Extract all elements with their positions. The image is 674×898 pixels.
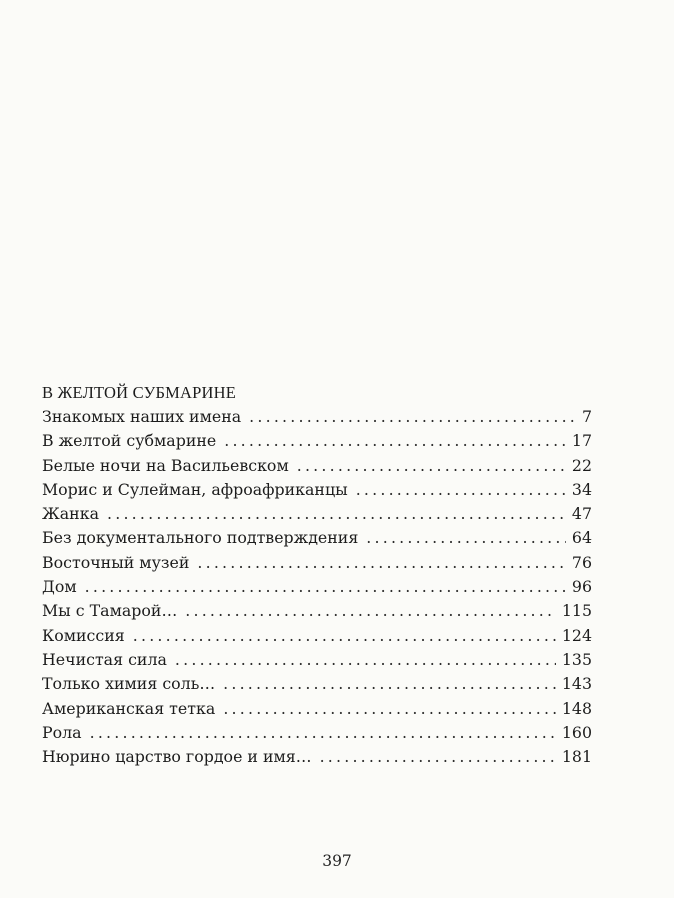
toc-entry bbox=[42, 551, 592, 575]
toc-entry bbox=[42, 575, 592, 599]
toc-entry bbox=[42, 697, 592, 721]
dot-leader bbox=[366, 526, 566, 550]
toc-entry bbox=[42, 624, 592, 648]
dot-leader bbox=[224, 429, 566, 453]
toc-entry-page: 22 bbox=[571, 455, 592, 475]
toc-entry-title: Морис и Сулейман, афроафриканцы bbox=[42, 479, 348, 499]
page-number: 397 bbox=[322, 852, 352, 870]
toc-entry-title: Восточный музей bbox=[42, 552, 190, 572]
toc-entry-title: Только химия соль… bbox=[42, 674, 216, 694]
bleed-through-text bbox=[380, 55, 630, 79]
toc-entry-page: 143 bbox=[561, 674, 592, 694]
section-title: В ЖЕЛТОЙ СУБМАРИНЕ bbox=[42, 383, 237, 402]
dot-leader bbox=[223, 672, 556, 696]
toc-entry-title: Без документального подтверждения bbox=[42, 528, 359, 548]
toc-entry bbox=[42, 405, 592, 429]
toc-entry-title: Мы с Тамарой… bbox=[42, 601, 178, 621]
dot-leader bbox=[175, 648, 556, 672]
table-of-contents bbox=[42, 381, 592, 769]
toc-entry-title: В желтой субмарине bbox=[42, 431, 217, 451]
dot-leader bbox=[223, 697, 556, 721]
toc-entry-page: 181 bbox=[561, 747, 592, 767]
dot-leader bbox=[197, 551, 566, 575]
dot-leader bbox=[107, 502, 566, 526]
toc-entry bbox=[42, 599, 592, 623]
toc-entry-page: 96 bbox=[571, 577, 592, 597]
dot-leader bbox=[90, 721, 556, 745]
toc-entry-page: 115 bbox=[561, 601, 592, 621]
toc-entry-page: 76 bbox=[571, 552, 592, 572]
toc-entry bbox=[42, 502, 592, 526]
toc-entry-page: 148 bbox=[561, 698, 592, 718]
toc-list bbox=[42, 405, 592, 769]
dot-leader bbox=[85, 575, 566, 599]
toc-entry-title: Нюрино царство гордое и имя… bbox=[42, 747, 312, 767]
toc-entry-page: 47 bbox=[571, 504, 592, 524]
toc-entry bbox=[42, 721, 592, 745]
toc-entry bbox=[42, 454, 592, 478]
toc-entry bbox=[42, 478, 592, 502]
toc-entry-page: 135 bbox=[561, 649, 592, 669]
toc-entry bbox=[42, 672, 592, 696]
toc-entry-page: 64 bbox=[571, 528, 592, 548]
toc-entry-page: 34 bbox=[571, 479, 592, 499]
toc-entry-title: Знакомых наших имена bbox=[42, 407, 242, 426]
toc-entry bbox=[42, 745, 592, 769]
toc-entry bbox=[42, 648, 592, 672]
toc-entry-title: Американская тетка bbox=[42, 698, 216, 718]
toc-entry-page: 160 bbox=[561, 722, 592, 742]
dot-leader bbox=[320, 745, 556, 769]
toc-entry-page: 7 bbox=[581, 407, 592, 426]
dot-leader bbox=[185, 599, 556, 623]
toc-entry-title: Рола bbox=[42, 722, 82, 742]
toc-entry-title: Жанка bbox=[42, 504, 99, 524]
dot-leader bbox=[133, 624, 556, 648]
toc-entry-title: Белые ночи на Васильевском bbox=[42, 455, 289, 475]
dot-leader bbox=[356, 478, 566, 502]
dot-leader bbox=[249, 405, 576, 429]
toc-entry bbox=[42, 429, 592, 453]
toc-entry-title: Нечистая сила bbox=[42, 649, 167, 669]
toc-entry-page: 17 bbox=[571, 431, 592, 451]
dot-leader bbox=[297, 454, 566, 478]
toc-entry-title: Дом bbox=[42, 577, 77, 597]
toc-entry-title: Комиссия bbox=[42, 625, 125, 645]
toc-entry-page: 124 bbox=[561, 625, 592, 645]
toc-entry bbox=[42, 526, 592, 550]
